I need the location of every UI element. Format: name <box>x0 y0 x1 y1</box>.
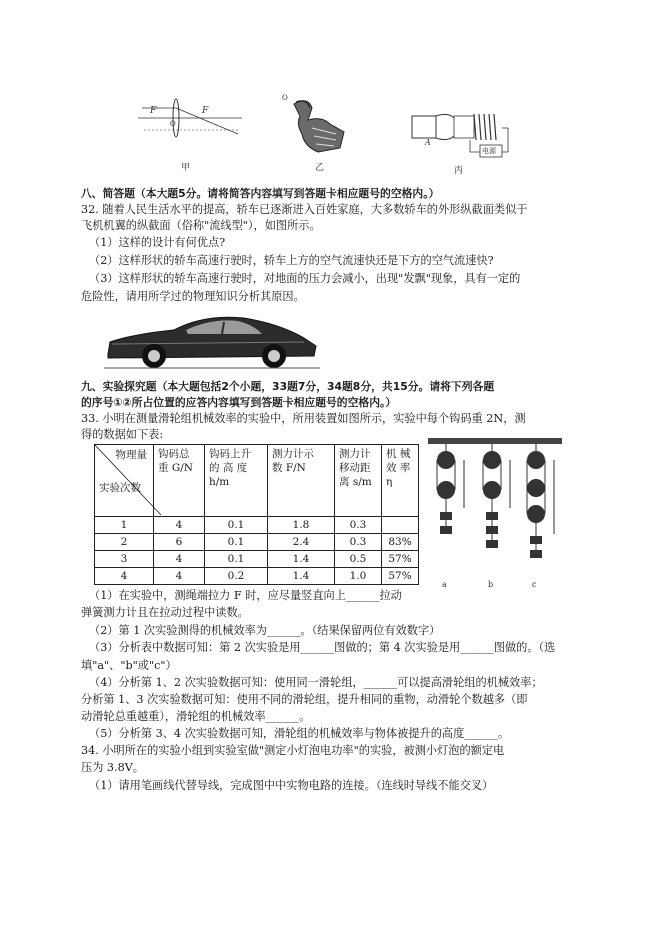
pulley-label-b: b <box>488 580 494 589</box>
q33-line2: 得的数据如下表: <box>81 428 164 441</box>
header-s-l3: 离 s/m <box>339 476 372 488</box>
cell: 57% <box>382 568 419 585</box>
cell: 0.3 <box>335 534 382 551</box>
q33-2: （2）第 1 次实验测得的机械效率为______。（结果保留两位有效数字） <box>89 624 441 637</box>
q34-line1: 34. 小明所在的实验小组到实验室做"测定小灯泡电功率"的实验，被测小灯泡的额定电 <box>81 744 505 757</box>
q32-sub1: （1）这样的设计有何优点? <box>89 236 226 249</box>
fig-label-yi: 乙 <box>315 163 325 173</box>
cell: 1.4 <box>268 568 335 585</box>
lens-f-right: F <box>202 106 209 116</box>
q32-line1: 32. 随着人民生活水平的提高，轿车已逐渐进入百姓家庭，大多数轿车的外形纵截面类似于 <box>81 203 528 216</box>
section9-title-line1: 九、实验探究题（本大题包括2个小题，33题7分，34题8分，共15分。请将下列各题 <box>81 380 495 393</box>
header-s <box>335 445 382 517</box>
cell: 0.3 <box>335 517 382 534</box>
cell: 83% <box>382 534 419 551</box>
fig-label-jia: 甲 <box>181 163 191 173</box>
q33-1a: （1）在实验中，测绳端拉力 F 时，应尽量竖直向上______拉动 <box>89 589 402 602</box>
q32-sub3b: 危险性，请用所学过的物理知识分析其原因。 <box>81 290 305 303</box>
power-label: 电源 <box>482 147 496 155</box>
cell: 1 <box>95 517 154 534</box>
q34-1: （1）请用笔画线代替导线，完成图中中实物电路的连接。（连线时导线不能交叉） <box>89 779 494 792</box>
cell: 57% <box>382 551 419 568</box>
header-s-l1: 测力计 <box>339 448 371 460</box>
q33-4c: 动滑轮总重越重），滑轮组的机械效率______。 <box>81 710 311 723</box>
header-g-l1: 钩码总 <box>158 448 190 460</box>
table-corner-cell <box>95 445 154 517</box>
cell: 0.5 <box>335 551 382 568</box>
pulley-label-c: c <box>532 580 537 589</box>
header-f-l2: 数 F/N <box>272 462 306 474</box>
q33-4b: 分析第 1、3 次实验数据可知：使用不同的滑轮组，提升相同的重物，动滑轮个数越多（即 <box>81 693 528 706</box>
coil-a: A <box>425 138 431 147</box>
header-h-l3: h/m <box>209 476 230 488</box>
figure-car <box>104 310 320 370</box>
fig-label-bing: 丙 <box>454 166 464 176</box>
table-row <box>95 568 419 585</box>
header-g-l2: 重 G/N <box>158 462 193 474</box>
corner-bottom-label: 实验次数 <box>99 482 141 494</box>
header-s-l2: 移动距 <box>339 462 371 474</box>
q32-line2: 飞机机翼的纵截面（俗称"流线型"），如图所示。 <box>81 219 321 232</box>
header-f <box>268 445 335 517</box>
cell: 3 <box>95 551 154 568</box>
header-g <box>154 445 205 517</box>
q32-sub2: （2）这样形状的轿车高速行驶时，轿车上方的空气流速快还是下方的空气流速快? <box>89 254 494 267</box>
figure-lens <box>138 94 246 150</box>
q33-3a: （3）分析表中数据可知：第 2 次实验是用______图做的；第 4 次实验是用______图做的。（选 <box>89 641 556 654</box>
q34-line2: 压为 3.8V。 <box>81 761 144 774</box>
cell: 2 <box>95 534 154 551</box>
table-row <box>95 534 419 551</box>
cell: 4 <box>154 517 205 534</box>
header-h-l2: 的 高 度 <box>209 462 248 474</box>
table-header-row <box>95 445 419 517</box>
header-eta <box>382 445 419 517</box>
header-h-l1: 钩码上升 <box>209 448 251 460</box>
cell: 2.4 <box>268 534 335 551</box>
cell: 0.1 <box>205 551 268 568</box>
q32-sub3a: （3）这样形状的轿车高速行驶时，对地面的压力会减小，出现"发飘"现象，具有一定的 <box>89 272 521 285</box>
section8-title: 八、简答题（本大题5分。请将简答内容填写到答题卡相应题号的空格内。） <box>81 187 440 200</box>
corner-top-label: 物理量 <box>115 449 147 461</box>
q33-4a: （4）分析第 1、2 次实验数据可知：使用同一滑轮组，______可以提高滑轮组的机械效率； <box>89 676 543 689</box>
header-eta-l2: 效 率 <box>386 462 411 474</box>
cell: 4 <box>95 568 154 585</box>
lens-f-left: F <box>150 106 157 116</box>
cell: 1.4 <box>268 551 335 568</box>
cell: 4 <box>154 551 205 568</box>
q33-3b: 填"a"、"b"或"c"） <box>81 659 177 672</box>
q33-1b: 弹簧测力计且在拉动过程中读数。 <box>81 606 249 619</box>
q33-5: （5）分析第 3、4 次实验数据可知，滑轮组的机械效率与物体被提升的高度______。 <box>89 727 510 740</box>
cell: 0.2 <box>205 568 268 585</box>
cell: 6 <box>154 534 205 551</box>
cell: 0.1 <box>205 517 268 534</box>
header-eta-l3: η <box>386 476 393 488</box>
cell: 1.0 <box>335 568 382 585</box>
header-f-l1: 测力计示 <box>272 448 314 460</box>
cell: 1.8 <box>268 517 335 534</box>
data-table <box>94 444 419 585</box>
table-row <box>95 551 419 568</box>
section9-title-line2: 的序号①②所占位置的应答内容填写到答题卡相应题号的空格内。） <box>81 396 397 409</box>
table-row <box>95 517 419 534</box>
pulley-label-a: a <box>442 580 447 589</box>
cell: 0.1 <box>205 534 268 551</box>
cell <box>382 517 419 534</box>
cell: 4 <box>154 568 205 585</box>
hand-o: O <box>282 94 288 102</box>
q33-line1: 33. 小明在测量滑轮组机械效率的实验中，所用装置如图所示，实验中每个钩码重 2N，测 <box>81 412 526 425</box>
figure-hand <box>282 94 354 156</box>
header-h <box>205 445 268 517</box>
figure-pulleys <box>428 438 562 584</box>
header-eta-l1: 机 械 <box>386 448 411 460</box>
lens-o: O <box>170 120 176 128</box>
